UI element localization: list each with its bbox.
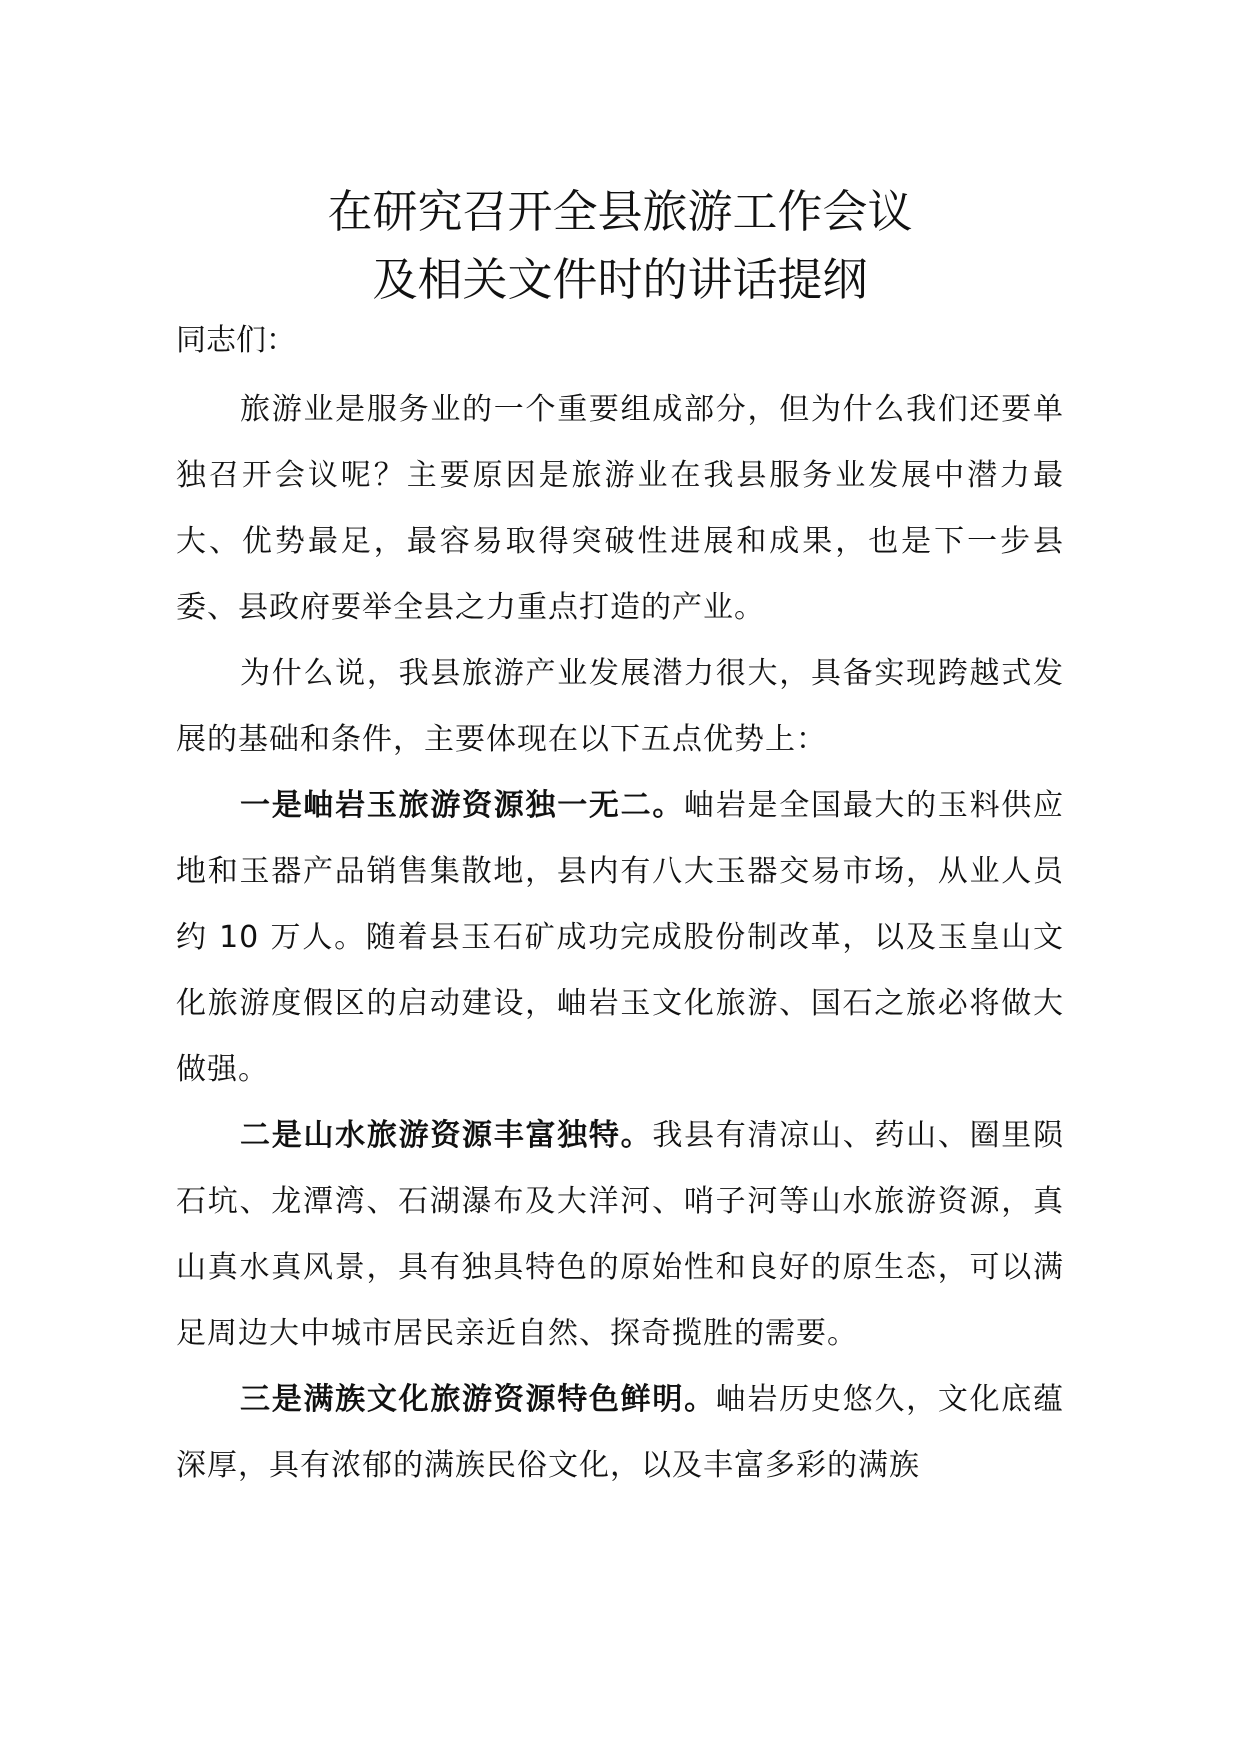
paragraph-text: 岫岩历史悠久，文化底蕴深厚，具有浓郁的满族民俗文化，以及丰富多彩的满族: [176, 1382, 1065, 1483]
paragraph-text: 为什么说，我县旅游产业发展潜力很大，具备实现跨越式发展的基础和条件，主要体现在以下五点优势上：: [176, 656, 1064, 757]
paragraph-lead: 一是岫岩玉旅游资源独一无二。: [240, 788, 685, 823]
document-body: [176, 377, 1064, 1499]
paragraph-text: 岫岩是全国最大的玉料供应地和玉器产品销售集散地，县内有八大玉器交易市场，从业人员约 10 万人。随着县玉石矿成功完成股份制改革，以及玉皇山文化旅游度假区的启动建设，岫岩玉文化旅游、国石之旅必将做大做强。: [176, 788, 1065, 1087]
paragraph-advantage-1: [176, 773, 1064, 1103]
paragraph-lead: 三是满族文化旅游资源特色鲜明。: [240, 1382, 716, 1417]
document-title-line-2: 及相关文件时的讲话提纲: [372, 253, 868, 306]
paragraph-intro: [176, 377, 1064, 641]
paragraph-advantage-2: [176, 1103, 1064, 1367]
document-title-line-1: 在研究召开全县旅游工作会议: [327, 185, 913, 238]
salutation: 同志们：: [176, 323, 296, 358]
paragraph-lead: 二是山水旅游资源丰富独特。: [240, 1118, 653, 1153]
paragraph-advantage-3: [176, 1367, 1064, 1499]
paragraph-text: 我县有清凉山、药山、圈里陨石坑、龙潭湾、石湖瀑布及大洋河、哨子河等山水旅游资源，真山真水真风景，具有独具特色的原始性和良好的原生态，可以满足周边大中城市居民亲近自然、探奇揽胜的需要。: [176, 1118, 1065, 1351]
paragraph-advantages-intro: [176, 641, 1064, 773]
paragraph-text: 旅游业是服务业的一个重要组成部分，但为什么我们还要单独召开会议呢？主要原因是旅游业在我县服务业发展中潜力最大、优势最足，最容易取得突破性进展和成果，也是下一步县委、县政府要举全县之力重点打造的产业。: [176, 392, 1064, 625]
